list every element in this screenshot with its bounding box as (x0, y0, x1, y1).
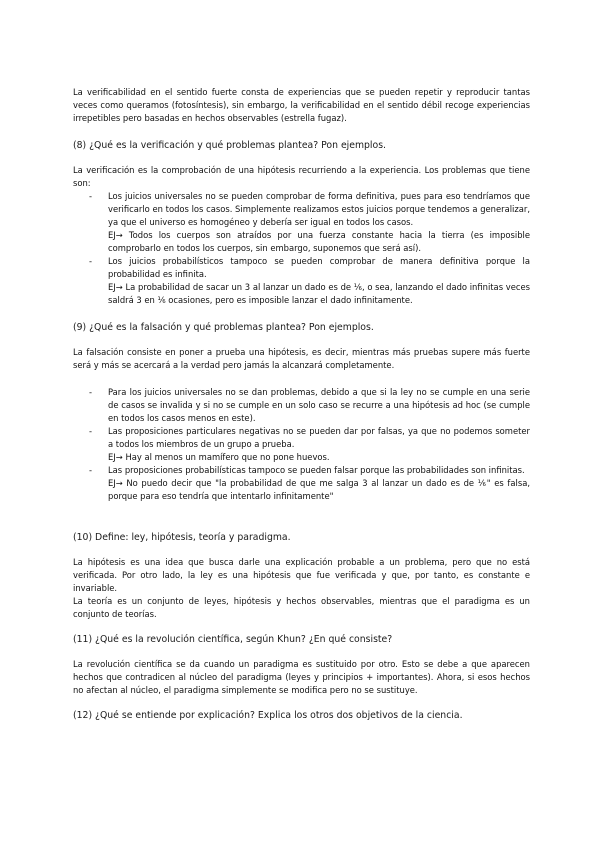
question-8-problem-list (73, 190, 530, 307)
list-item-text: Los juicios universales no se pueden comprobar de forma definitiva, pues para eso tendríamos que verificarlo en todos los casos. Simplemente realizamos estos juicios porque tendemos a generalizar, ya que el universo es homogéneo y debería ser igual en todos los casos. (108, 191, 530, 227)
example-text: EJ→ La probabilidad de sacar un 3 al lanzar un dado es de ⅙, o sea, lanzando el dado infinitas veces saldrá 3 en ⅙ ocasiones, pero es imposible lanzar el dado infinitamente. (108, 282, 530, 305)
intro-paragraph: La verificabilidad en el sentido fuerte consta de experiencias que se pueden repetir y reproducir tantas veces como queramos (fotosíntesis), sin embargo, la verificabilidad en el sentido débil recoge experiencias irrepetibles pero basadas en hechos observables (estrella fugaz). (73, 87, 530, 123)
list-item-text: Las proposiciones particulares negativas no se pueden dar por falsas, ya que no podemos someter a todos los miembros de un grupo a prueba. (108, 426, 530, 449)
list-item (73, 464, 530, 477)
example-text: EJ→ No puedo decir que "la probabilidad de que me salga 3 al lanzar un dado es de ⅙" es falsa, porque para eso tendría que intentarlo infinitamente" (108, 478, 530, 501)
question-9-answer: La falsación consiste en poner a prueba una hipótesis, es decir, mientras más pruebas supere más fuerte será y más se acercará a la verdad pero jamás la alcanzará completamente. (73, 347, 530, 370)
question-11-answer: La revolución científica se da cuando un paradigma es sustituido por otro. Esto se debe a que aparecen hechos que contradicen al núcleo del paradigma (leyes y principios + importantes). Ahora, si esos hechos no afectan al núcleo, el paradigma simplemente se modifica pero no se sustituye. (73, 659, 530, 695)
question-8-answer: La verificación es la comprobación de una hipótesis recurriendo a la experiencia. Los problemas que tiene son: (73, 165, 530, 188)
question-9-heading: (9) ¿Qué es la falsación y qué problemas plantea? Pon ejemplos. (73, 322, 374, 333)
example-text: EJ→ Todos los cuerpos son atraídos por una fuerza constante hacia la tierra (es imposible comprobarlo en todos los cuerpos, sin embargo, suponemos que será así). (108, 230, 530, 253)
list-item-text: Los juicios probabilísticos tampoco se pueden comprobar de manera definitiva porque la probabilidad es infinita. (108, 256, 530, 279)
question-8-heading: (8) ¿Qué es la verificación y qué problemas plantea? Pon ejemplos. (73, 140, 386, 151)
question-9-problem-list (73, 386, 530, 503)
list-item (73, 386, 530, 425)
list-item (73, 190, 530, 229)
question-12-heading: (12) ¿Qué se entiende por explicación? Explica los otros dos objetivos de la ciencia. (73, 710, 463, 721)
question-11-heading: (11) ¿Qué es la revolución científica, según Khun? ¿En qué consiste? (73, 634, 393, 645)
document-page (73, 86, 530, 722)
list-item (73, 425, 530, 451)
list-item-text: Las proposiciones probabilísticas tampoco se pueden falsar porque las probabilidades son infinitas. (108, 465, 525, 475)
example-text: EJ→ Hay al menos un mamífero que no pone huevos. (108, 452, 330, 462)
question-10-answer-1: La hipótesis es una idea que busca darle una explicación probable a un problema, pero que no está verificada. Por otro lado, la ley es una hipótesis que fue verificada y que, por tanto, es constante e invariable. (73, 557, 530, 593)
question-10-heading: (10) Define: ley, hipótesis, teoría y paradigma. (73, 532, 291, 543)
list-item (73, 255, 530, 281)
list-item-text: Para los juicios universales no se dan problemas, debido a que si la ley no se cumple en una serie de casos se invalida y si no se cumple en un solo caso se recurre a una hipótesis ad hoc (se cumple en todos los casos menos en este). (108, 387, 530, 423)
question-10-answer-2: La teoría es un conjunto de leyes, hipótesis y hechos observables, mientras que el paradigma es un conjunto de teorías. (73, 596, 530, 619)
